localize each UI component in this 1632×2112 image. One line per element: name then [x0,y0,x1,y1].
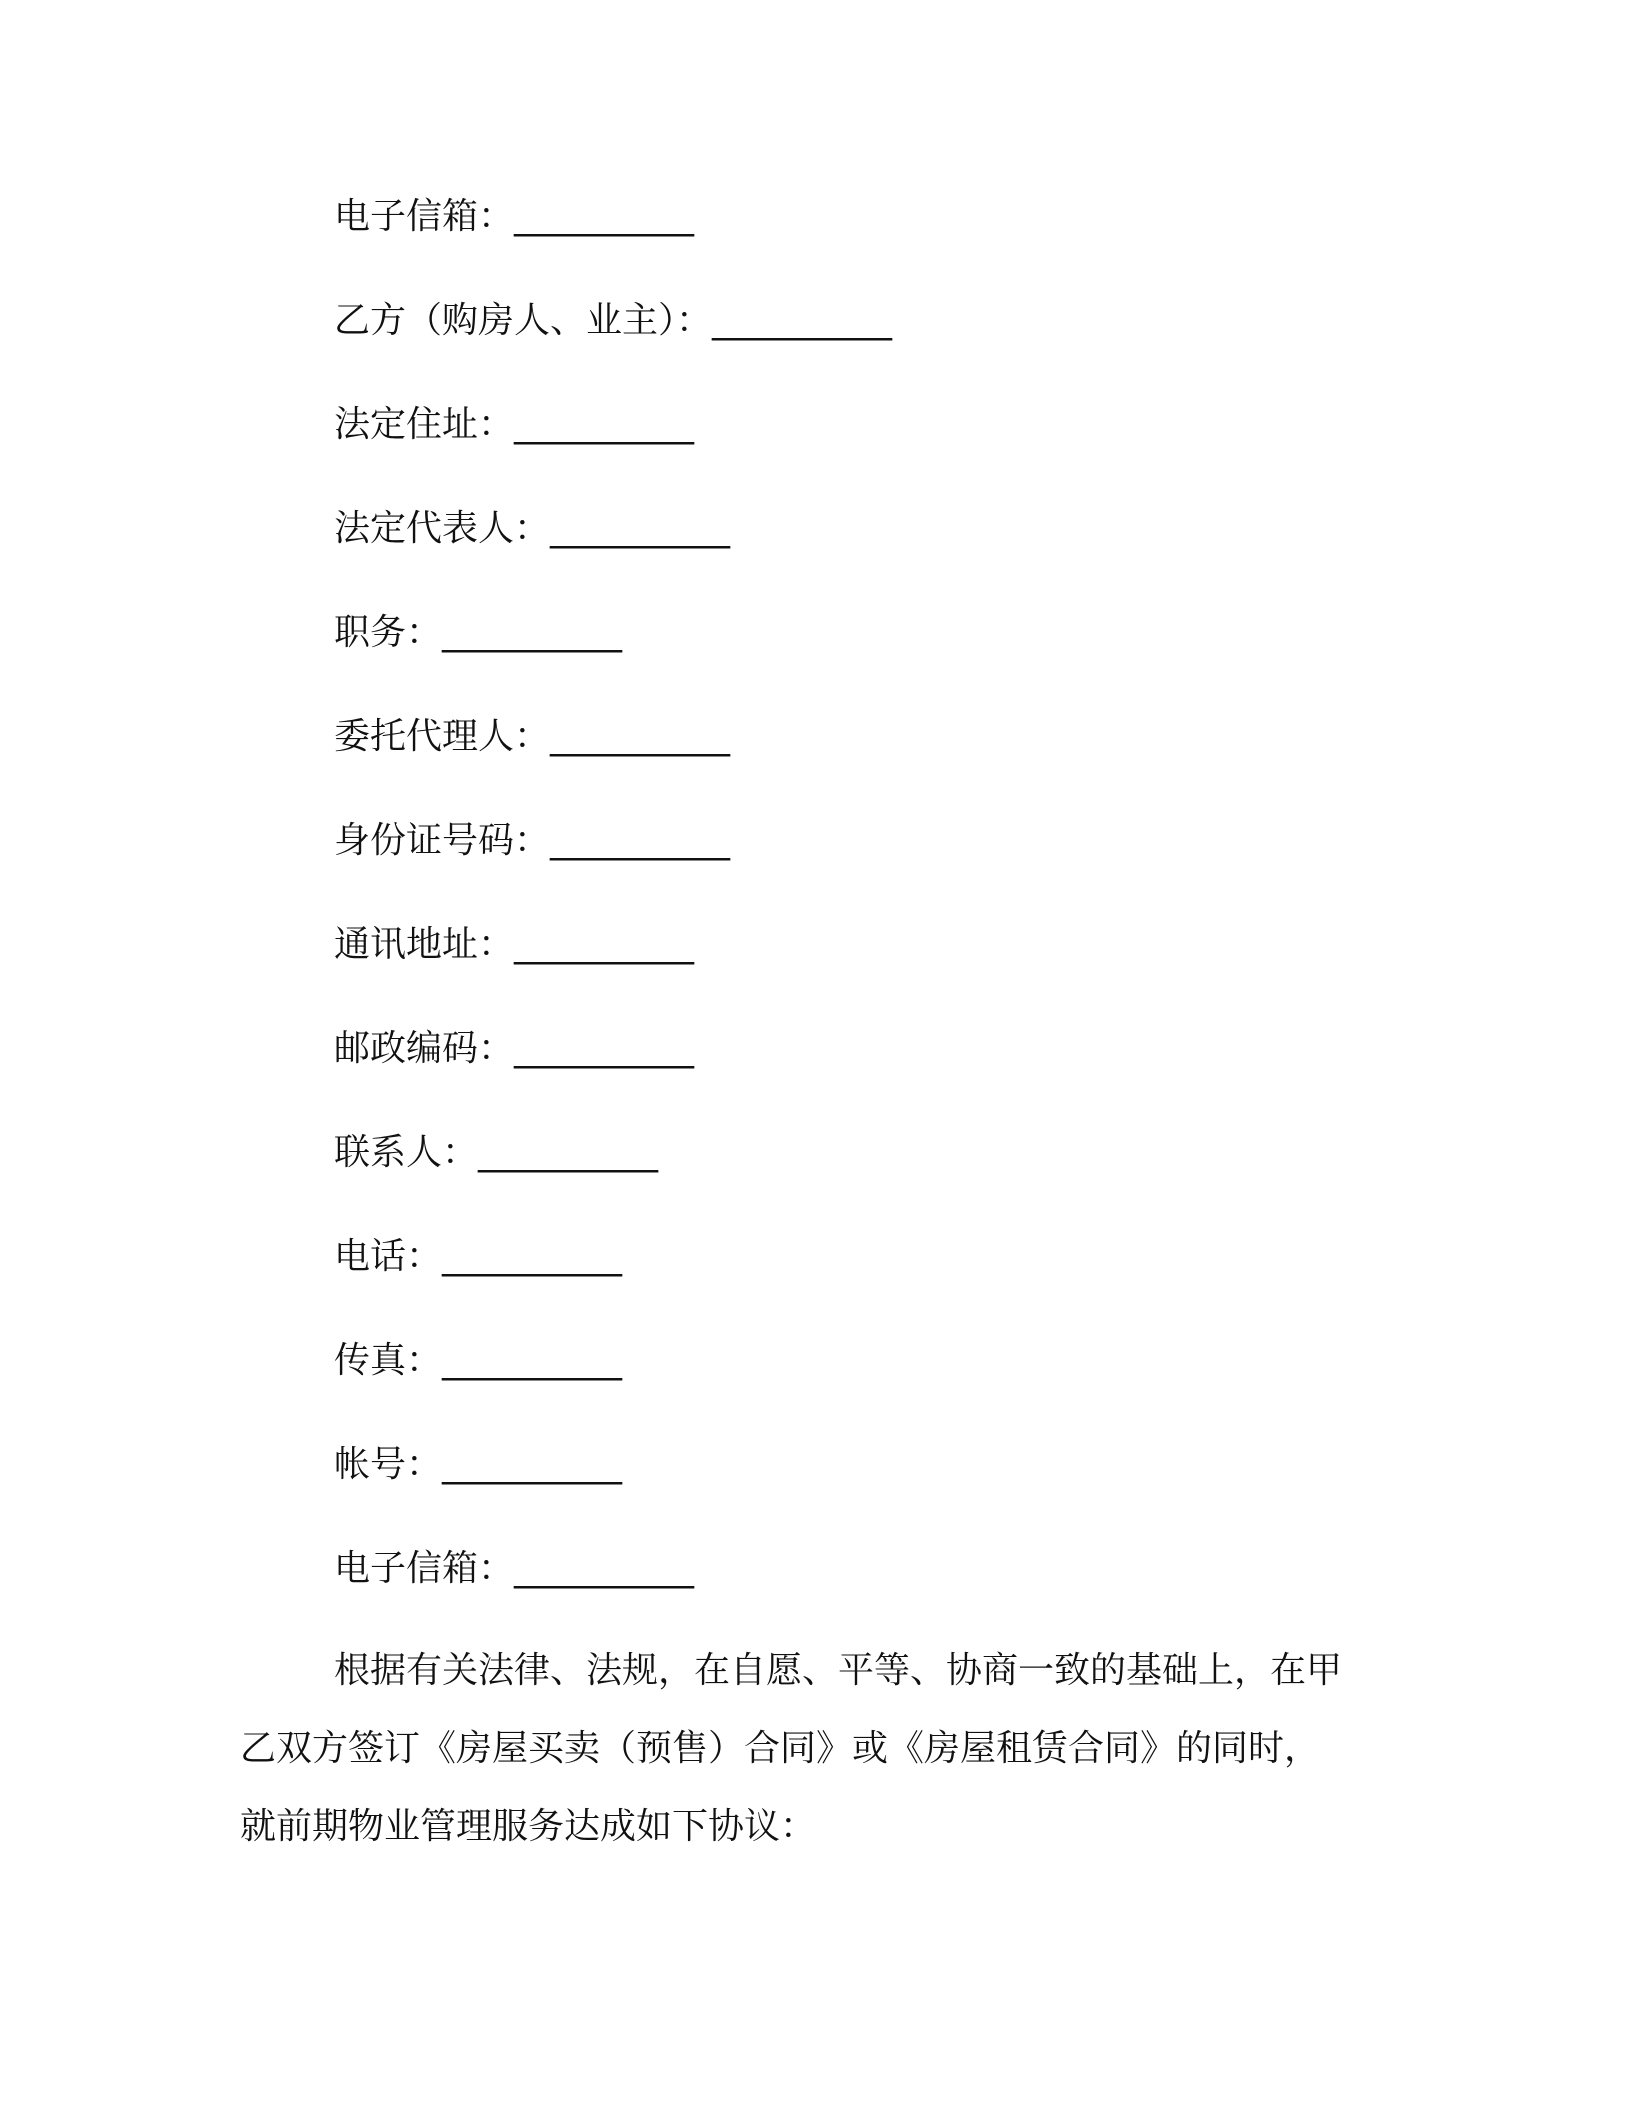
field-row [334,1537,892,1641]
field-row [334,913,892,1017]
field-label: 职务： [334,612,443,653]
field-blank: __________ [514,404,695,445]
agreement-paragraph [240,1632,1400,1866]
field-blank: __________ [550,508,731,549]
party-fields [334,185,892,1641]
field-blank: __________ [514,196,695,237]
field-row [334,1121,892,1225]
field-row [334,809,892,913]
field-label: 委托代理人： [334,716,551,757]
field-blank: __________ [514,924,695,965]
field-label: 邮政编码： [334,1028,515,1069]
field-blank: __________ [550,820,731,861]
field-row [334,289,892,393]
field-blank: __________ [550,716,731,757]
field-row [334,1433,892,1537]
field-row [334,185,892,289]
field-label: 通讯地址： [334,924,515,965]
field-blank: __________ [712,300,893,341]
paragraph-line: 根据有关法律、法规，在自愿、平等、协商一致的基础上，在甲 [334,1650,1343,1691]
field-blank: __________ [514,1028,695,1069]
field-label: 身份证号码： [334,820,551,861]
field-blank: __________ [478,1132,659,1173]
field-row [334,705,892,809]
field-label: 传真： [334,1340,443,1381]
field-row [334,1017,892,1121]
field-label: 法定代表人： [334,508,551,549]
field-label: 电子信箱： [334,196,515,237]
field-label: 法定住址： [334,404,515,445]
field-blank: __________ [442,1236,623,1277]
field-blank: __________ [514,1548,695,1589]
field-label: 电子信箱： [334,1548,515,1589]
field-blank: __________ [442,1340,623,1381]
field-label: 电话： [334,1236,443,1277]
field-row [334,1329,892,1433]
paragraph-line: 乙双方签订《房屋买卖（预售）合同》或《房屋租赁合同》的同时， [240,1728,1321,1769]
field-label: 联系人： [334,1132,479,1173]
field-row [334,497,892,601]
field-label: 乙方（购房人、业主）： [334,300,713,341]
field-label: 帐号： [334,1444,443,1485]
field-row [334,1225,892,1329]
field-row [334,393,892,497]
field-blank: __________ [442,1444,623,1485]
paragraph-line: 就前期物业管理服务达成如下协议： [240,1806,817,1847]
field-row [334,601,892,705]
field-blank: __________ [442,612,623,653]
